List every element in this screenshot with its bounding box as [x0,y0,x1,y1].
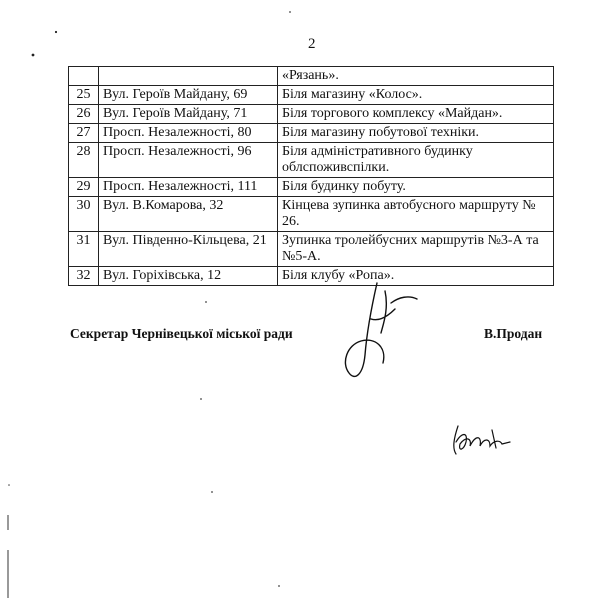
location-description: «Рязань». [278,67,554,86]
street-address: Просп. Незалежності, 80 [99,124,278,143]
row-number: 31 [69,232,99,267]
location-description: Кінцева зупинка автобусного маршруту № 26. [278,197,554,232]
row-number: 29 [69,178,99,197]
page-number: 2 [308,36,316,52]
location-description: Біля магазину побутової техніки. [278,124,554,143]
row-number: 26 [69,105,99,124]
location-description: Біля торгового комплексу «Майдан». [278,105,554,124]
street-address: Вул. Героїв Майдану, 71 [99,105,278,124]
location-description: Біля будинку побуту. [278,178,554,197]
street-address: Вул. Горіхівська, 12 [99,267,278,286]
row-number: 30 [69,197,99,232]
location-description: Біля клубу «Ропа». [278,267,554,286]
row-number: 25 [69,86,99,105]
street-address: Вул. В.Комарова, 32 [99,197,278,232]
location-description: Біля адміністративного будинку облспоживспілки. [278,143,554,178]
street-address: Просп. Незалежності, 96 [99,143,278,178]
row-number: 28 [69,143,99,178]
street-address: Вул. Героїв Майдану, 69 [99,86,278,105]
row-number: 27 [69,124,99,143]
row-number: 32 [69,267,99,286]
street-address: Просп. Незалежності, 111 [99,178,278,197]
location-description: Зупинка тролейбусних маршрутів №3-А та №5-А. [278,232,554,267]
street-address: Вул. Південно-Кільцева, 21 [99,232,278,267]
signatory-title: Секретар Чернівецької міської ради [70,326,293,341]
signatory-name: В.Продан [484,326,543,341]
location-description: Біля магазину «Колос». [278,86,554,105]
